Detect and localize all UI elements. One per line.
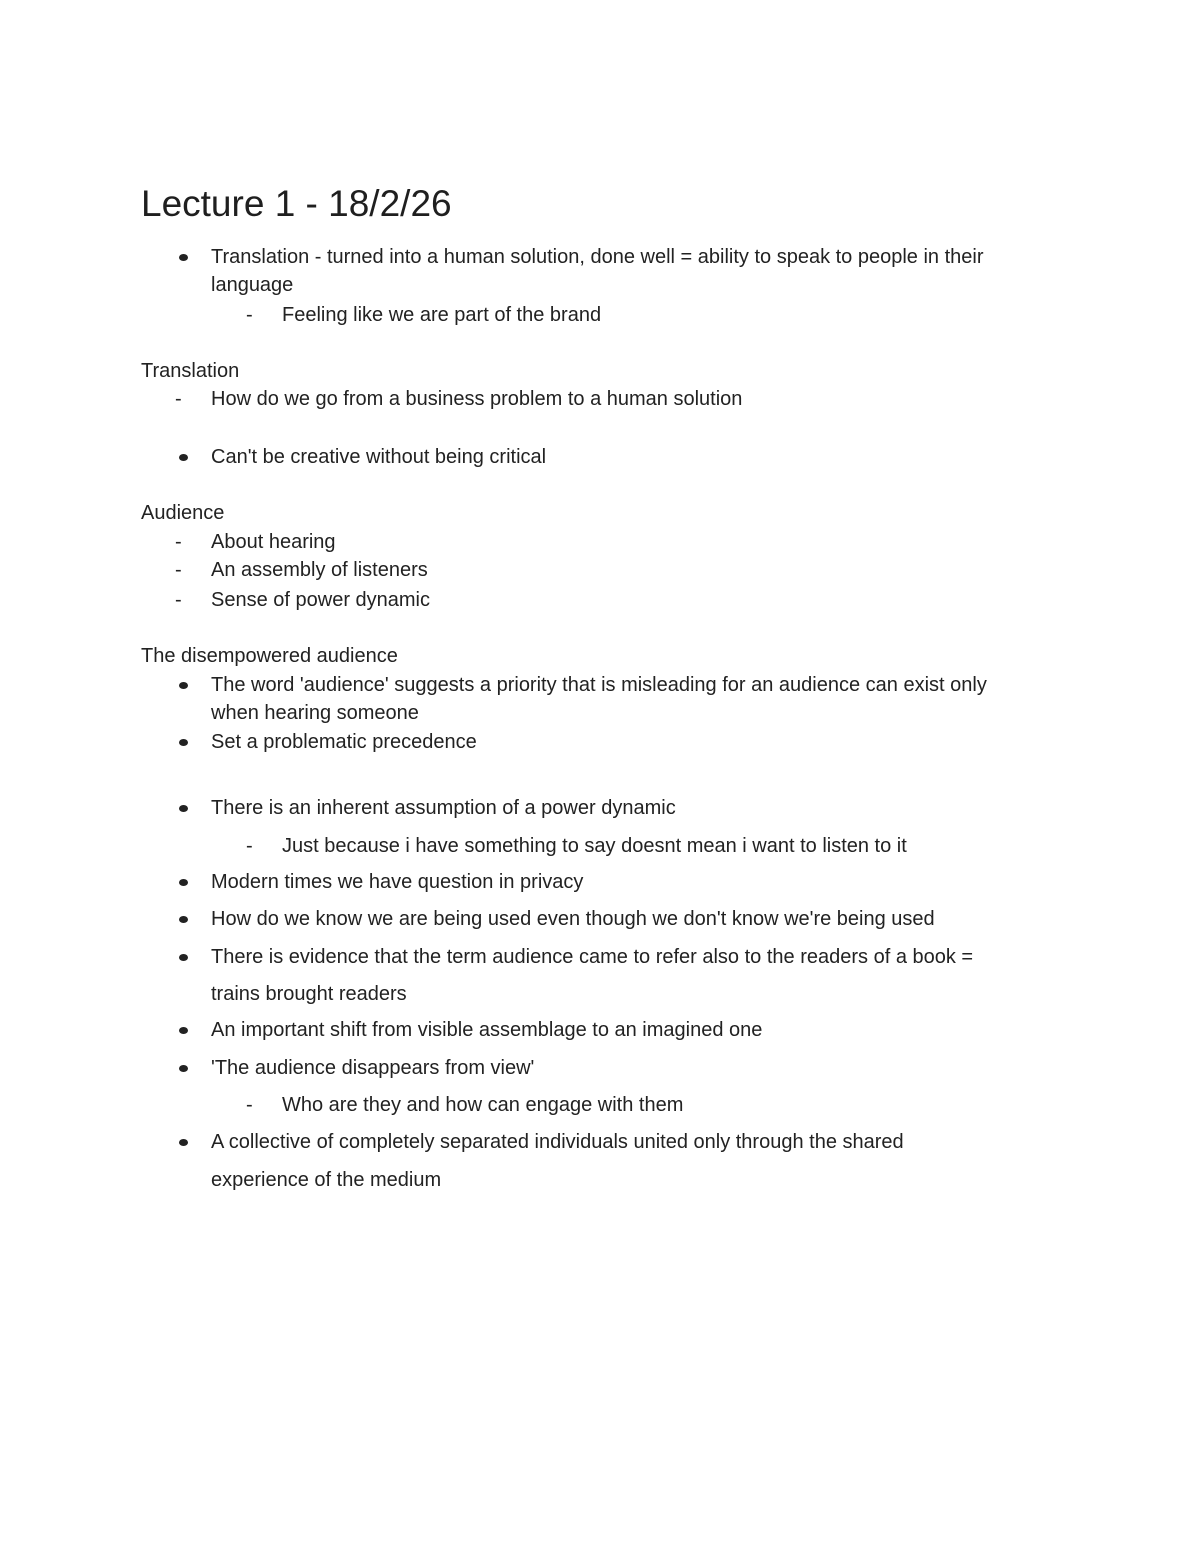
list-item-text: language (211, 274, 294, 296)
list-item-text: Translation - turned into a human solution, done well = ability to speak to people in their (211, 246, 984, 268)
heading-text: The disempowered audience (141, 645, 398, 667)
page-title: Lecture 1 - 18/2/26 (141, 183, 452, 224)
list-item-text: Set a problematic precedence (211, 731, 477, 753)
list-item-text: when hearing someone (211, 702, 419, 724)
dash-marker: - (175, 388, 182, 410)
list-item-text: A collective of completely separated individuals united only through the shared (211, 1131, 904, 1153)
list-item-text: Modern times we have question in privacy (211, 871, 584, 893)
list-item-text: There is an inherent assumption of a power dynamic (211, 797, 676, 819)
bullet-icon (179, 739, 188, 746)
bullet-icon (179, 916, 188, 923)
list-item-text: About hearing (211, 531, 336, 553)
list-item-text: Can't be creative without being critical (211, 446, 547, 468)
list-item-text: Sense of power dynamic (211, 589, 431, 611)
list-item-text: experience of the medium (211, 1169, 442, 1191)
dash-marker: - (246, 1094, 253, 1116)
list-item-text: The word 'audience' suggests a priority that is misleading for an audience can exist only (211, 674, 987, 696)
dash-marker: - (175, 559, 182, 581)
heading-text: Audience (141, 502, 225, 524)
list-item-text: 'The audience disappears from view' (211, 1057, 535, 1079)
dash-marker: - (175, 531, 182, 553)
dash-marker: - (175, 589, 182, 611)
list-item-text: Who are they and how can engage with them (282, 1094, 684, 1116)
list-item-text: How do we know we are being used even though we don't know we're being used (211, 908, 935, 930)
dash-marker: - (246, 835, 253, 857)
bullet-icon (179, 454, 188, 461)
list-item-text: An important shift from visible assemblage to an imagined one (211, 1019, 763, 1041)
dash-marker: - (246, 304, 253, 326)
bullet-icon (179, 879, 188, 886)
bullet-icon (179, 254, 188, 261)
bullet-icon (179, 1027, 188, 1034)
bullet-icon (179, 954, 188, 961)
list-item-text: Just because i have something to say doesnt mean i want to listen to it (282, 835, 907, 857)
heading-text: Translation (141, 360, 240, 382)
bullet-icon (179, 682, 188, 689)
bullet-icon (179, 1139, 188, 1146)
list-item-text: Feeling like we are part of the brand (282, 304, 602, 326)
bullet-icon (179, 805, 188, 812)
list-item-text: An assembly of listeners (211, 559, 428, 581)
bullet-icon (179, 1065, 188, 1072)
list-item-text: There is evidence that the term audience came to refer also to the readers of a book = (211, 946, 974, 968)
list-item-text: How do we go from a business problem to a human solution (211, 388, 743, 410)
list-item-text: trains brought readers (211, 983, 407, 1005)
